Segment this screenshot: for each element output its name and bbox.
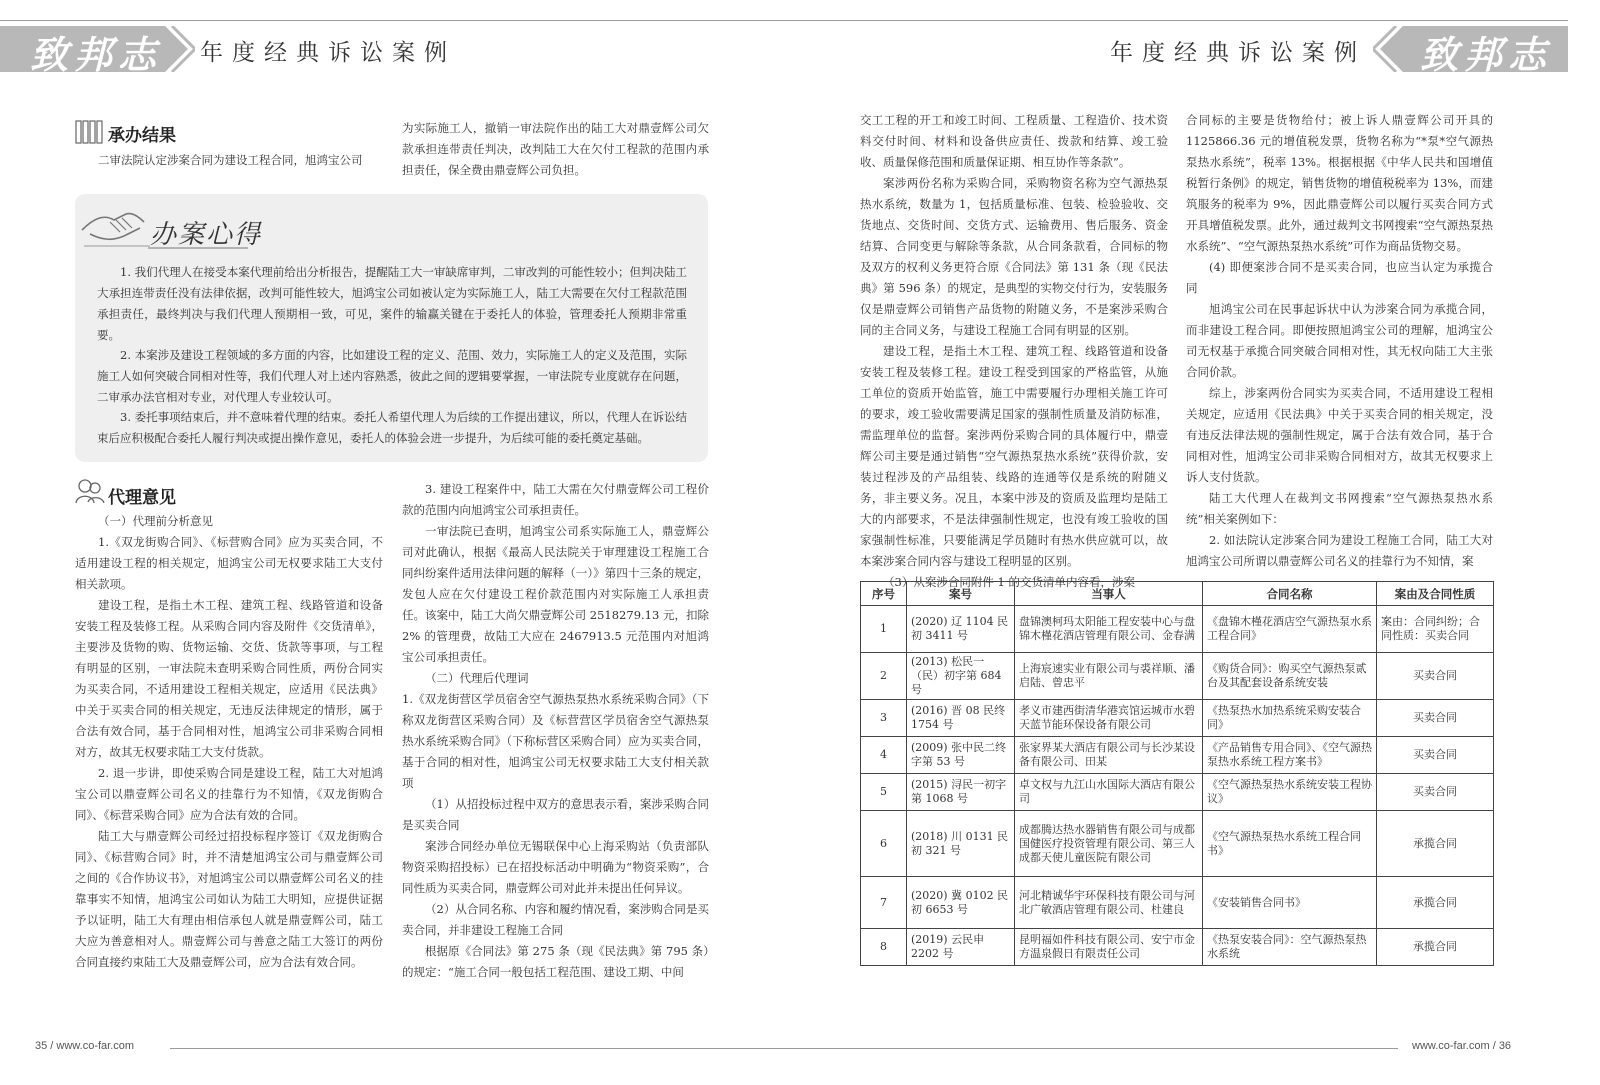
section-title-opinion: 代理意见 (108, 488, 176, 508)
cell-parties: 上海宸速实业有限公司与裘祥顺、潘启陆、曾忠平 (1015, 653, 1203, 700)
cell-no: 3 (861, 700, 907, 737)
opinion-paragraph: 综上，涉案两份合同实为买卖合同，不适用建设工程相关规定，应适用《民法典》中关于买卖合同的相关规定，没有违反法律法规的强制性规定，属于合法有效合同，基于合同相对性，旭鸿宝公司非采购合同相对方，故其无权要求上诉人支付货款。 (1186, 386, 1493, 484)
cell-case-no: (2009) 张中民二终字第 53 号 (907, 737, 1015, 774)
opinion-paragraph: 陆工大代理人在裁判文书网搜索“空气源热泵热水系统”相关案例如下： (1186, 491, 1493, 526)
section-title-experience: 办案心得 (150, 220, 263, 250)
page-number-left: 35 (35, 1040, 48, 1052)
cell-nature: 承揽合同 (1377, 811, 1494, 877)
experience-paragraph-3: 3. 委托事项结束后，并不意味着代理的结束。委托人希望代理人为后续的工作提出建议，所以，代理人在诉讼结束后应积极配合委托人履行判决或提出操作意见，委托人的体验会进一步提升，为后续可能的委托奠定基础。 (97, 410, 687, 445)
opinion-paragraph: 1.《双龙街购合同》、《标营购合同》应为买卖合同，不适用建设工程的相关规定，旭鸿宝公司无权要求陆工大支付相关款项。 (75, 535, 383, 591)
cell-parties: 河北精诚华宇环保科技有限公司与河北广敏酒店管理有限公司、杜建良 (1015, 877, 1203, 929)
case-table (860, 581, 1494, 966)
cell-contract: 《盘锦木槿花酒店空气源热泵水系工程合同》 (1203, 606, 1377, 653)
opinion-paragraph: 案涉两份名称为采购合同，采购物资名称为空气源热泵热水系统，数量为 1，包括质量标准、包装、检验验收、交货地点、交货时间、交货方式、运输费用、售后服务、资金结算、合同变更与解除等条款，从合同条款看，合同标的物及双方的权利义务更符合原《合同法》第 131 条（现《民法典》第 596 条）的规定，是典型的实物交付行为，安装服务仅是鼎壹辉公司销售产品货物的附随义务，不是案涉采购合同的主合同义务，与建设工程施工合同有明显的区别。 (860, 176, 1168, 337)
table-row (861, 606, 1494, 653)
header-title-right: 年度经典诉讼案例 (1110, 40, 1366, 66)
cell-contract: 《产品销售专用合同》、《空气源热泵热水系统工程方案书》 (1203, 737, 1377, 774)
page-number-right: 36 (1498, 1040, 1512, 1052)
opinion-paragraph: 合同标的主要是货物给付；被上诉人鼎壹辉公司开具的 1125866.36 元的增值税发票，货物名称为“*泵*空气源热泵热水系统”，税率 13%。根据根据《中华人民共和国增值税暂行条例》的规定，销售货物的增值税税率为 13%，而建筑服务的税率为 9%，因此鼎壹辉公司以履行买卖合同方式开具增值税发票。此外，通过裁判文书网搜索“空气源热泵热水系统”、“空气源热泵热水系统”可作为商品货物交易。 (1186, 113, 1493, 253)
footer-rule (170, 1048, 1398, 1049)
header-rule (0, 20, 1568, 21)
footer-url-left: www.co-far.com (56, 1040, 135, 1052)
brand-logo-left: 致邦志 (30, 32, 163, 77)
handshake-icon (80, 200, 152, 250)
column-header: 案由及合同性质 (1377, 582, 1494, 606)
cell-case-no: (2020) 辽 1104 民初 3411 号 (907, 606, 1015, 653)
cell-nature: 承揽合同 (1377, 877, 1494, 929)
table-row (861, 700, 1494, 737)
cell-no: 7 (861, 877, 907, 929)
table-row (861, 774, 1494, 811)
opinion-paragraph: （2）从合同名称、内容和履约情况看，案涉购合同是买卖合同，并非建设工程施工合同 (402, 902, 709, 937)
experience-underline (148, 246, 248, 250)
opinion-paragraph: 陆工大与鼎壹辉公司经过招投标程序签订《双龙街购合同》、《标营购合同》时，并不清楚旭鸿宝公司与鼎壹辉公司之间的《合作协议书》，对旭鸿宝公司以鼎壹辉公司名义的挂靠事实不知情，旭鸿宝公司如认为陆工大明知，应提供证据予以证明，陆工大有理由相信承包人就是鼎壹辉公司，陆工大应为善意相对人。鼎壹辉公司与善意之陆工大签订的两份合同直接约束陆工大及鼎壹辉公司，应为合法有效合同。 (75, 829, 383, 969)
footer-right: www.co-far.com / 36 (1412, 1040, 1512, 1052)
cell-no: 8 (861, 929, 907, 966)
opinion-paragraph: 2. 退一步讲，即使采购合同是建设工程，陆工大对旭鸿宝公司以鼎壹辉公司名义的挂靠行为不知情，《双龙街购合同》、《标营采购合同》应为合法有效的合同。 (75, 766, 383, 822)
opinion-paragraph: 根据原《合同法》第 275 条（现《民法典》第 795 条）的规定：“施工合同一般包括工程范围、建设工期、中间 (402, 944, 709, 979)
header-title-left: 年度经典诉讼案例 (200, 40, 456, 66)
cell-parties: 张家界某大酒店有限公司与长沙某设备有限公司、田某 (1015, 737, 1203, 774)
footer-left: 35 / www.co-far.com (35, 1040, 135, 1052)
table-row (861, 929, 1494, 966)
opinion-subheading: （二）代理后代理词 (425, 671, 529, 685)
cell-nature: 承揽合同 (1377, 929, 1494, 966)
cell-parties: 昆明福如件科技有限公司、安宁市金方温泉假日有限责任公司 (1015, 929, 1203, 966)
opinion-paragraph: 旭鸿宝公司在民事起诉状中认为涉案合同为承揽合同，而非建设工程合同。即便按照旭鸿宝公司的理解，旭鸿宝公司无权基于承揽合同突破合同相对性，其无权向陆工大主张合同价款。 (1186, 302, 1493, 379)
cell-no: 2 (861, 653, 907, 700)
opinion-paragraph: 案涉合同经办单位无锡联保中心上海采购站（负责部队物资采购招投标）已在招投标活动中明确为“物资采购”，合同性质为买卖合同，鼎壹辉公司对此并未提出任何异议。 (402, 839, 709, 895)
opinion-paragraph: (4) 即便案涉合同不是买卖合同，也应当认定为承揽合同 (1186, 260, 1493, 295)
column-header: 合同名称 (1203, 582, 1377, 606)
column-header: 当事人 (1015, 582, 1203, 606)
opinion-paragraph: 交工工程的开工和竣工时间、工程质量、工程造价、技术资料交付时间、材料和设备供应责任、拨款和结算、竣工验收、质量保修范围和质量保证期、相互协作等条款”。 (860, 113, 1168, 169)
cell-no: 4 (861, 737, 907, 774)
section-title-result: 承办结果 (108, 126, 176, 146)
opinion-column-4 (1186, 110, 1493, 572)
result-paragraph: 二审法院认定涉案合同为建设工程合同，旭鸿宝公司 (98, 153, 363, 167)
cell-case-no: (2018) 川 0131 民初 321 号 (907, 811, 1015, 877)
cell-nature: 买卖合同 (1377, 737, 1494, 774)
cell-no: 6 (861, 811, 907, 877)
cell-nature: 买卖合同 (1377, 700, 1494, 737)
cell-no: 1 (861, 606, 907, 653)
opinion-column-2 (402, 479, 709, 983)
opinion-column-1 (75, 511, 383, 973)
cell-contract: 《热泵热水加热系统采购安装合同》 (1203, 700, 1377, 737)
cell-nature: 案由：合同纠纷；合同性质：买卖合同 (1377, 606, 1494, 653)
opinion-paragraph: 一审法院已查明，旭鸿宝公司系实际施工人，鼎壹辉公司对此确认，根据《最高人民法院关于审理建设工程施工合同纠纷案件适用法律问题的解释（一）》第四十三条的规定，发包人应在欠付建设工程价款范围内对实际施工人承担责任。该案中，陆工大尚欠鼎壹辉公司 2518279.13 元，扣除 2% 的管理费，故陆工大应在 2467913.5 元范围内对旭鸿宝公司承担责任。 (402, 524, 709, 664)
opinion-column-3 (860, 110, 1168, 593)
cell-contract: 《空气源热泵热水系统工程合同书》 (1203, 811, 1377, 877)
table-row (861, 737, 1494, 774)
opinion-paragraph: 2. 如法院认定涉案合同为建设工程施工合同，陆工大对旭鸿宝公司所谓以鼎壹辉公司名义的挂靠行为不知情，案 (1186, 533, 1493, 568)
table-row (861, 653, 1494, 700)
table-header-row (861, 582, 1494, 606)
book-icon (75, 119, 103, 145)
result-paragraph-cont: 为实际施工人，撤销一审法院作出的陆工大对鼎壹辉公司欠款承担连带责任判决，改判陆工大在欠付工程款的范围内承担责任，保全费由鼎壹辉公司负担。 (402, 121, 709, 177)
experience-paragraph-2: 2. 本案涉及建设工程领域的多方面的内容，比如建设工程的定义、范围、效力，实际施工人的定义及范围，实际施工人如何突破合同相对性等，我们代理人对上述内容熟悉，彼此之间的逻辑要掌握，一审法院专业度就存在问题，二审承办法官相对专业，对代理人专业较认可。 (97, 348, 687, 404)
opinion-paragraph: 3. 建设工程案件中，陆工大需在欠付鼎壹辉公司工程价款的范围内向旭鸿宝公司承担责任。 (402, 482, 709, 517)
table-row (861, 811, 1494, 877)
cell-case-no: (2020) 冀 0102 民初 6653 号 (907, 877, 1015, 929)
cell-nature: 买卖合同 (1377, 653, 1494, 700)
opinion-paragraph: 建设工程，是指土木工程、建筑工程、线路管道和设备安装工程及装修工程。从采购合同内容及附件《交货清单》，主要涉及货物的购、货物运输、交货、货款等事项，与工程有明显的区别，一审法院未查明采购合同性质，两份合同实为买卖合同，不适用建设工程相关规定，应适用《民法典》中关于买卖合同的相关规定，无违反法律规定的情形，属于合法有效合同，基于合同相对性，旭鸿宝公司非采购合同相对方，故其无权要求陆工大支付货款。 (75, 598, 383, 759)
cell-contract: 《购货合同》：购买空气源热泵贰台及其配套设备系统安装 (1203, 653, 1377, 700)
cell-case-no: (2013) 松民一（民）初字第 684 号 (907, 653, 1015, 700)
cell-contract: 《热泵安装合同》：空气源热泵热水系统 (1203, 929, 1377, 966)
experience-paragraph-1: 1. 我们代理人在接受本案代理前给出分析报告，提醒陆工大一审缺席审判，二审改判的可能性较小；但判决陆工大承担连带责任没有法律依据，改判可能性较大，旭鸿宝公司如被认定为实际施工人，陆工大需要在欠付工程款范围承担责任，最终判决与我们代理人预期相一致，可见，案件的输赢关键在于委托人的体验，管理委托人预期非常重要。 (97, 265, 687, 342)
cell-nature: 买卖合同 (1377, 774, 1494, 811)
cell-case-no: (2015) 浔民一初字第 1068 号 (907, 774, 1015, 811)
brand-logo-right: 致邦志 (1420, 32, 1553, 77)
opinion-paragraph: （3）从案涉合同附件 1 的交货清单内容看，涉案 (883, 575, 1135, 589)
cell-case-no: (2019) 云民申 2202 号 (907, 929, 1015, 966)
cell-case-no: (2016) 晋 08 民终 1754 号 (907, 700, 1015, 737)
opinion-paragraph: （1）从招投标过程中双方的意思表示看，案涉采购合同是买卖合同 (402, 797, 709, 832)
cell-contract: 《空气源热泵热水系统安装工程协议》 (1203, 774, 1377, 811)
people-icon (75, 478, 105, 504)
cell-parties: 成都腾达热水器销售有限公司与成都国健医疗投资管理有限公司、第三人成都天使儿童医院有限公司 (1015, 811, 1203, 877)
cell-no: 5 (861, 774, 907, 811)
cell-parties: 孝义市建西街清华港宾馆运城市水碧天蓝节能环保设备有限公司 (1015, 700, 1203, 737)
cell-parties: 盘锦澳柯玛太阳能工程安装中心与盘锦木槿花酒店管理有限公司、金春满 (1015, 606, 1203, 653)
column-header: 案号 (907, 582, 1015, 606)
footer-url-right: www.co-far.com (1412, 1040, 1490, 1052)
cell-parties: 卓文权与九江山水国际大酒店有限公司 (1015, 774, 1203, 811)
column-header: 序号 (861, 582, 907, 606)
cell-contract: 《安装销售合同书》 (1203, 877, 1377, 929)
opinion-subheading: （一）代理前分析意见 (98, 514, 213, 528)
opinion-paragraph: 1.《双龙街营区学员宿舍空气源热泵热水系统采购合同》（下称双龙街营区采购合同）及《标营营区学员宿舍空气源热泵热水系统采购合同》（下称标营区采购合同）应为买卖合同，基于合同的相对性，旭鸿宝公司无权要求陆工大支付相关款项 (402, 692, 709, 790)
opinion-paragraph: 建设工程，是指土木工程、建筑工程、线路管道和设备安装工程及装修工程。建设工程受到国家的严格监管，从施工单位的资质开始监管，施工中需要履行办理相关施工许可的要求，竣工验收需要满足国家的强制性质量及消防标准，需监理单位的监督。案涉两份采购合同的具体履行中，鼎壹辉公司主要是通过销售“空气源热泵热水系统”获得价款，安装过程涉及的产品组装、线路的连通等仅是系统的附随义务，非主要义务。况且，本案中涉及的资质及监理均是陆工大的内部要求，不是法律强制性规定，也没有竣工验收的国家强制性标准，只要能满足学员随时有热水供应就可以，故本案涉案合同内容与建设工程明显的区别。 (860, 344, 1168, 568)
table-row (861, 877, 1494, 929)
